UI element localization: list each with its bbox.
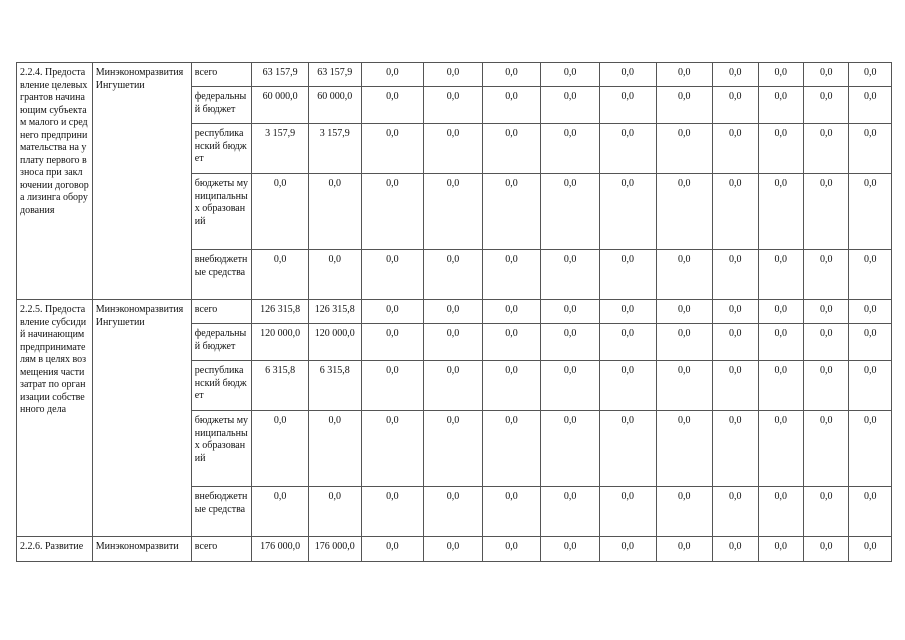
funding-value: 0,0 <box>656 87 713 124</box>
funding-value: 0,0 <box>713 250 758 300</box>
funding-value: 0,0 <box>361 174 424 250</box>
funding-value: 0,0 <box>361 361 424 411</box>
funding-value: 0,0 <box>361 250 424 300</box>
funding-value: 60 000,0 <box>252 87 309 124</box>
funding-value: 0,0 <box>656 411 713 487</box>
funding-value: 0,0 <box>482 250 541 300</box>
measure-cell <box>17 537 93 562</box>
funding-value: 0,0 <box>803 300 848 324</box>
funding-value: 0,0 <box>803 361 848 411</box>
funding-value: 0,0 <box>541 124 600 174</box>
funding-value: 120 000,0 <box>252 324 309 361</box>
funding-value: 0,0 <box>713 537 758 562</box>
funding-value: 0,0 <box>656 124 713 174</box>
funding-value: 0,0 <box>758 124 803 174</box>
funding-value: 0,0 <box>599 487 656 537</box>
funding-value: 0,0 <box>361 411 424 487</box>
funding-value: 6 315,8 <box>252 361 309 411</box>
funding-value: 0,0 <box>252 487 309 537</box>
funding-source: республиканский бюджет <box>191 361 252 411</box>
funding-value: 0,0 <box>656 361 713 411</box>
funding-value: 0,0 <box>656 250 713 300</box>
funding-value: 0,0 <box>541 174 600 250</box>
table-row <box>17 63 892 87</box>
funding-value: 0,0 <box>803 537 848 562</box>
funding-value: 0,0 <box>424 174 483 250</box>
funding-value: 0,0 <box>482 324 541 361</box>
funding-value: 0,0 <box>849 174 892 250</box>
funding-value: 0,0 <box>308 411 361 487</box>
funding-value: 0,0 <box>541 537 600 562</box>
funding-value: 0,0 <box>424 87 483 124</box>
funding-value: 0,0 <box>599 87 656 124</box>
funding-value: 0,0 <box>599 124 656 174</box>
funding-value: 0,0 <box>482 63 541 87</box>
funding-value: 0,0 <box>849 324 892 361</box>
funding-value: 0,0 <box>758 300 803 324</box>
measure-cell <box>17 63 93 300</box>
funding-value: 0,0 <box>308 487 361 537</box>
funding-value: 0,0 <box>541 487 600 537</box>
funding-value: 3 157,9 <box>252 124 309 174</box>
funding-source: всего <box>191 537 252 562</box>
funding-value: 0,0 <box>424 324 483 361</box>
funding-value: 0,0 <box>541 361 600 411</box>
funding-source: федеральный бюджет <box>191 87 252 124</box>
funding-value: 0,0 <box>361 300 424 324</box>
funding-value: 0,0 <box>252 411 309 487</box>
funding-value: 0,0 <box>849 87 892 124</box>
funding-value: 0,0 <box>849 124 892 174</box>
measure-number: 2.2.4. <box>20 67 43 78</box>
funding-value: 0,0 <box>803 174 848 250</box>
funding-value: 0,0 <box>361 63 424 87</box>
funding-source: всего <box>191 300 252 324</box>
funding-value: 0,0 <box>758 174 803 250</box>
funding-value: 0,0 <box>803 124 848 174</box>
funding-value: 0,0 <box>758 361 803 411</box>
table-row <box>17 300 892 324</box>
funding-value: 0,0 <box>424 537 483 562</box>
funding-value: 0,0 <box>541 63 600 87</box>
funding-value: 0,0 <box>482 300 541 324</box>
funding-value: 0,0 <box>656 537 713 562</box>
funding-value: 0,0 <box>252 250 309 300</box>
funding-value: 0,0 <box>361 487 424 537</box>
funding-value: 0,0 <box>713 174 758 250</box>
funding-value: 6 315,8 <box>308 361 361 411</box>
funding-source: всего <box>191 63 252 87</box>
responsible-executor: Минэкономразвития Ингушетии <box>92 300 191 537</box>
funding-value: 0,0 <box>803 250 848 300</box>
funding-value: 0,0 <box>541 87 600 124</box>
funding-value: 0,0 <box>803 487 848 537</box>
funding-value: 0,0 <box>713 411 758 487</box>
funding-value: 126 315,8 <box>308 300 361 324</box>
funding-value: 0,0 <box>424 487 483 537</box>
funding-value: 0,0 <box>656 487 713 537</box>
funding-value: 0,0 <box>424 63 483 87</box>
funding-value: 0,0 <box>758 63 803 87</box>
funding-value: 176 000,0 <box>252 537 309 562</box>
funding-value: 120 000,0 <box>308 324 361 361</box>
funding-value: 0,0 <box>656 174 713 250</box>
funding-value: 0,0 <box>424 250 483 300</box>
funding-value: 0,0 <box>849 63 892 87</box>
funding-value: 0,0 <box>482 411 541 487</box>
funding-source: внебюджетные средства <box>191 250 252 300</box>
funding-value: 0,0 <box>482 87 541 124</box>
funding-value: 0,0 <box>541 411 600 487</box>
funding-value: 0,0 <box>713 124 758 174</box>
funding-value: 0,0 <box>656 63 713 87</box>
funding-value: 0,0 <box>599 174 656 250</box>
funding-source: внебюджетные средства <box>191 487 252 537</box>
funding-value: 0,0 <box>424 411 483 487</box>
funding-value: 0,0 <box>482 361 541 411</box>
funding-value: 0,0 <box>758 487 803 537</box>
funding-value: 0,0 <box>482 537 541 562</box>
funding-value: 0,0 <box>803 63 848 87</box>
funding-value: 0,0 <box>849 487 892 537</box>
funding-value: 0,0 <box>308 250 361 300</box>
funding-value: 0,0 <box>803 324 848 361</box>
funding-value: 0,0 <box>849 361 892 411</box>
funding-value: 0,0 <box>599 411 656 487</box>
funding-value: 63 157,9 <box>252 63 309 87</box>
funding-value: 0,0 <box>713 300 758 324</box>
funding-value: 0,0 <box>424 361 483 411</box>
funding-value: 0,0 <box>849 537 892 562</box>
funding-value: 0,0 <box>361 537 424 562</box>
funding-value: 0,0 <box>758 87 803 124</box>
funding-value: 0,0 <box>424 300 483 324</box>
measure-number: 2.2.5. <box>20 304 43 315</box>
funding-value: 0,0 <box>713 87 758 124</box>
funding-value: 0,0 <box>541 300 600 324</box>
table-row <box>17 537 892 562</box>
funding-source: федеральный бюджет <box>191 324 252 361</box>
funding-value: 0,0 <box>758 411 803 487</box>
responsible-executor: Минэкономразвити <box>92 537 191 562</box>
funding-value: 0,0 <box>361 124 424 174</box>
measure-title: Развитие <box>45 541 84 552</box>
funding-value: 0,0 <box>599 361 656 411</box>
funding-value: 0,0 <box>361 324 424 361</box>
funding-value: 0,0 <box>252 174 309 250</box>
funding-value: 3 157,9 <box>308 124 361 174</box>
measure-title: Предоставление субсидий начинающим предпринимателям в целях возмещения части затрат по организации собственного дела <box>20 304 87 415</box>
funding-value: 0,0 <box>849 411 892 487</box>
measure-cell <box>17 300 93 537</box>
funding-value: 0,0 <box>713 361 758 411</box>
funding-source: бюджеты муниципальных образований <box>191 174 252 250</box>
budget-table <box>16 62 892 562</box>
funding-value: 0,0 <box>758 250 803 300</box>
funding-value: 0,0 <box>849 250 892 300</box>
funding-value: 0,0 <box>599 300 656 324</box>
funding-value: 0,0 <box>803 411 848 487</box>
funding-source: бюджеты муниципальных образований <box>191 411 252 487</box>
measure-number: 2.2.6. <box>20 541 43 552</box>
measure-title: Предоставление целевых грантов начинающим субъектам малого и среднего предпринимательства на уплату первого взноса при заключении договора лизинга оборудования <box>20 67 89 216</box>
funding-value: 126 315,8 <box>252 300 309 324</box>
funding-value: 0,0 <box>599 537 656 562</box>
responsible-executor: Минэкономразвития Ингушетии <box>92 63 191 300</box>
funding-source: республиканский бюджет <box>191 124 252 174</box>
funding-value: 60 000,0 <box>308 87 361 124</box>
funding-value: 0,0 <box>849 300 892 324</box>
funding-value: 0,0 <box>713 487 758 537</box>
funding-value: 0,0 <box>713 324 758 361</box>
funding-value: 0,0 <box>758 537 803 562</box>
funding-value: 0,0 <box>599 250 656 300</box>
funding-value: 0,0 <box>424 124 483 174</box>
funding-value: 0,0 <box>599 63 656 87</box>
funding-value: 176 000,0 <box>308 537 361 562</box>
funding-value: 0,0 <box>482 174 541 250</box>
funding-value: 0,0 <box>758 324 803 361</box>
funding-value: 0,0 <box>308 174 361 250</box>
funding-value: 0,0 <box>599 324 656 361</box>
funding-value: 0,0 <box>656 324 713 361</box>
funding-value: 0,0 <box>482 124 541 174</box>
funding-value: 0,0 <box>541 324 600 361</box>
funding-value: 0,0 <box>713 63 758 87</box>
funding-value: 0,0 <box>482 487 541 537</box>
funding-value: 0,0 <box>361 87 424 124</box>
funding-value: 0,0 <box>656 300 713 324</box>
funding-value: 63 157,9 <box>308 63 361 87</box>
funding-value: 0,0 <box>803 87 848 124</box>
funding-value: 0,0 <box>541 250 600 300</box>
